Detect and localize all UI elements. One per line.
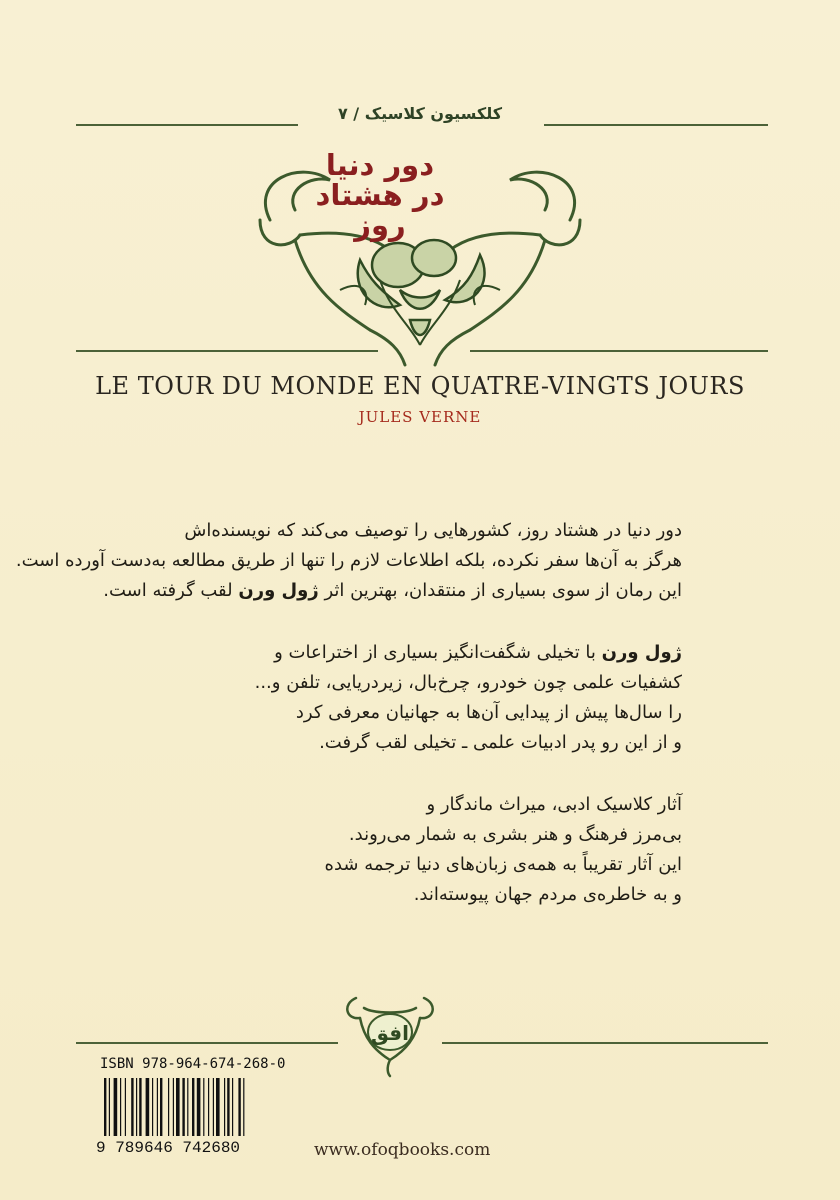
publisher-website: www.ofoqbooks.com bbox=[314, 1140, 491, 1160]
bottom-rule-left bbox=[76, 1042, 338, 1044]
barcode-bar bbox=[182, 1078, 184, 1136]
barcode-bar bbox=[243, 1078, 244, 1136]
blurb-line bbox=[103, 576, 682, 606]
barcode-bar bbox=[139, 1078, 141, 1136]
middle-rule-right bbox=[470, 350, 768, 352]
blurb-text: این رمان از سوی بسیاری از منتقدان، بهترین اثر bbox=[318, 580, 682, 601]
persian-title-line2: در هشتاد روز bbox=[315, 178, 445, 242]
barcode-digits: 9 789646 742680 bbox=[96, 1139, 241, 1157]
barcode-bar bbox=[216, 1078, 220, 1136]
barcode-bar bbox=[160, 1078, 162, 1136]
top-rule-right bbox=[544, 124, 768, 126]
blurb-line: هرگز به آن‌ها سفر نکرده، بلکه اطلاعات لازم را تنها از طریق مطالعه به‌دست آورده است. bbox=[15, 550, 682, 571]
barcode-bar bbox=[187, 1078, 188, 1136]
author-name-persian: ژول ورن bbox=[601, 642, 682, 663]
blurb-paragraph-1 bbox=[15, 516, 682, 606]
blurb-line: کشفیات علمی چون خودرو، چرخ‌بال، زیردریایی، تلفن و... bbox=[254, 672, 682, 693]
barcode-bar bbox=[232, 1078, 233, 1136]
blurb-line: و از این رو پدر ادبیات علمی ـ تخیلی لقب گرفت. bbox=[319, 732, 682, 753]
barcode-bar bbox=[114, 1078, 118, 1136]
barcode-bar bbox=[176, 1078, 180, 1136]
persian-title-line1: دور دنیا bbox=[325, 148, 435, 182]
persian-title bbox=[290, 150, 470, 240]
blurb-line: آثار کلاسیک ادبی، میراث ماندگار و bbox=[426, 794, 682, 815]
barcode-bar bbox=[173, 1078, 174, 1136]
middle-rule-left bbox=[76, 350, 378, 352]
barcode-bar bbox=[136, 1078, 137, 1136]
isbn-number: ISBN 978-964-674-268-0 bbox=[100, 1056, 286, 1072]
blurb-line: و به خاطره‌ی مردم جهان پیوسته‌اند. bbox=[413, 884, 682, 905]
barcode-bar bbox=[208, 1078, 209, 1136]
barcode-bar bbox=[152, 1078, 153, 1136]
author-name: JULES VERNE bbox=[358, 408, 482, 426]
barcode-bar bbox=[213, 1078, 214, 1136]
barcode-bar bbox=[157, 1078, 158, 1136]
barcode-bar bbox=[227, 1078, 229, 1136]
barcode-bar bbox=[168, 1078, 169, 1136]
blurb-text: لقب گرفته است. bbox=[103, 580, 239, 601]
blurb-line: دور دنیا در هشتاد روز، کشورهایی را توصیف می‌کند که نویسنده‌اش bbox=[184, 520, 682, 541]
top-rule-left bbox=[76, 124, 298, 126]
barcode-bar bbox=[224, 1078, 225, 1136]
publisher-logo-text: افق bbox=[371, 1021, 409, 1045]
english-title: LE TOUR DU MONDE EN QUATRE-VINGTS JOURS bbox=[95, 372, 745, 400]
author-name-persian: ژول ورن bbox=[238, 580, 319, 601]
barcode-bar bbox=[197, 1078, 201, 1136]
barcode-bar bbox=[131, 1078, 133, 1136]
bottom-rule-right bbox=[442, 1042, 768, 1044]
blurb-text: با تخیلی شگفت‌انگیز بسیاری از اختراعات و bbox=[274, 642, 602, 663]
publisher-logo bbox=[334, 988, 446, 1078]
blurb-paragraph-2 bbox=[122, 638, 682, 758]
barcode-bar bbox=[125, 1078, 126, 1136]
barcode-bar bbox=[192, 1078, 194, 1136]
blurb-paragraph-3 bbox=[122, 790, 682, 910]
blurb-line: بی‌مرز فرهنگ و هنر بشری به شمار می‌روند. bbox=[348, 824, 682, 845]
blurb-line: را سال‌ها پیش از پیدایی آن‌ها به جهانیان معرفی کرد bbox=[295, 702, 682, 723]
series-label: کلکسیون کلاسیک / ۷ bbox=[337, 104, 503, 123]
blurb-line bbox=[122, 638, 682, 668]
barcode-bar bbox=[109, 1078, 110, 1136]
blurb-line: این آثار تقریباً به همه‌ی زبان‌های دنیا ترجمه شده bbox=[324, 854, 682, 875]
barcode-bar bbox=[203, 1078, 204, 1136]
barcode-bar bbox=[146, 1078, 150, 1136]
barcode-bar bbox=[104, 1078, 106, 1136]
barcode-bar bbox=[238, 1078, 240, 1136]
barcode-bar bbox=[120, 1078, 121, 1136]
